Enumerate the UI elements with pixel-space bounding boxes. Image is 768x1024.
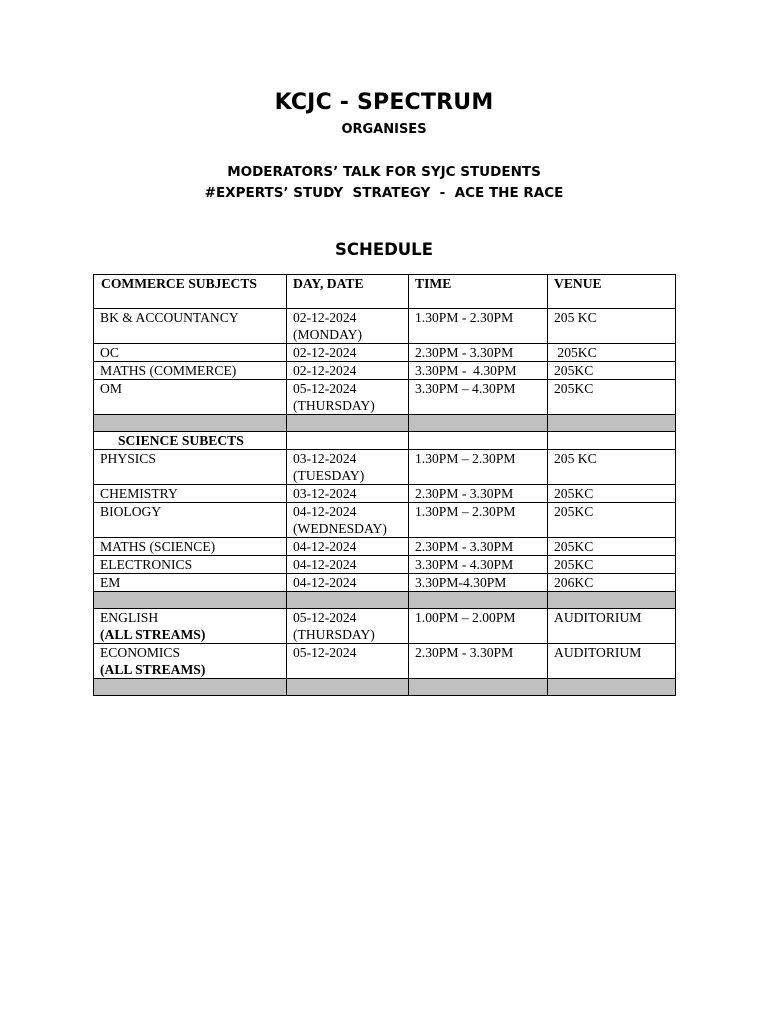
venue-cell: 205KC [548, 380, 676, 415]
table-row [94, 503, 676, 538]
date-cell [287, 362, 409, 380]
subject-cell [94, 450, 287, 485]
shaded-separator-row-cell [94, 415, 287, 432]
subject-name: BK & ACCOUNTANCY [100, 310, 239, 325]
time-cell: 3.30PM - 4.30PM [409, 362, 548, 380]
shaded-separator-row-cell [287, 679, 409, 696]
date-cell [287, 574, 409, 592]
date-cell [287, 609, 409, 644]
subject-name: OC [100, 345, 119, 360]
date-cell [287, 503, 409, 538]
day-value: (WEDNESDAY) [293, 521, 387, 536]
section-label-row [94, 432, 676, 450]
subject-name: OM [100, 381, 122, 396]
date-value: 03-12-2024 [293, 486, 357, 501]
shaded-separator-row-cell [409, 679, 548, 696]
column-header-time: TIME [409, 275, 548, 309]
day-value: (THURSDAY) [293, 627, 375, 642]
shaded-separator-row-cell [548, 592, 676, 609]
date-value: 02-12-2024 [293, 345, 357, 360]
date-value: 04-12-2024 [293, 504, 357, 519]
page-title: KCJC - SPECTRUM [274, 90, 494, 115]
subject-cell [94, 644, 287, 679]
venue-cell: 205 KC [548, 309, 676, 344]
date-cell [287, 485, 409, 503]
table-row [94, 450, 676, 485]
venue-cell: AUDITORIUM [548, 609, 676, 644]
schedule-table [93, 274, 676, 696]
section-label-empty-cell [287, 432, 409, 450]
subject-cell [94, 574, 287, 592]
subject-cell [94, 538, 287, 556]
section-label-empty-cell [409, 432, 548, 450]
shaded-separator-row [94, 679, 676, 696]
schedule-heading: SCHEDULE [335, 240, 433, 259]
shaded-separator-row-cell [409, 592, 548, 609]
section-label-empty-cell [548, 432, 676, 450]
page-subtitle: ORGANISES [341, 122, 427, 137]
column-header-venue: VENUE [548, 275, 676, 309]
date-value: 04-12-2024 [293, 557, 357, 572]
subject-name: EM [100, 575, 121, 590]
time-cell: 3.30PM-4.30PM [409, 574, 548, 592]
date-value: 02-12-2024 [293, 310, 357, 325]
venue-cell: 205KC [548, 485, 676, 503]
subject-cell [94, 503, 287, 538]
venue-cell: 206KC [548, 574, 676, 592]
subject-cell [94, 556, 287, 574]
time-cell: 2.30PM - 3.30PM [409, 344, 548, 362]
column-header-date: DAY, DATE [287, 275, 409, 309]
subject-cell [94, 362, 287, 380]
table-row [94, 609, 676, 644]
date-cell [287, 309, 409, 344]
subject-cell [94, 344, 287, 362]
date-cell [287, 644, 409, 679]
subject-name: ELECTRONICS [100, 557, 193, 572]
table-row [94, 574, 676, 592]
table-row [94, 644, 676, 679]
venue-cell: 205KC [548, 503, 676, 538]
time-cell: 1.00PM – 2.00PM [409, 609, 548, 644]
venue-cell: AUDITORIUM [548, 644, 676, 679]
subject-cell [94, 309, 287, 344]
time-cell: 3.30PM - 4.30PM [409, 556, 548, 574]
subject-name: ENGLISH [100, 610, 159, 625]
time-cell: 3.30PM – 4.30PM [409, 380, 548, 415]
table-row [94, 309, 676, 344]
shaded-separator-row-cell [409, 415, 548, 432]
time-cell: 2.30PM - 3.30PM [409, 644, 548, 679]
time-cell: 2.30PM - 3.30PM [409, 485, 548, 503]
day-value: (THURSDAY) [293, 398, 375, 413]
day-value: (MONDAY) [293, 327, 362, 342]
event-tagline: #EXPERTS’ STUDY STRATEGY - ACE THE RACE [204, 185, 564, 201]
table-row [94, 556, 676, 574]
subject-name: PHYSICS [100, 451, 156, 466]
subject-name: ECONOMICS [100, 645, 181, 660]
subject-name: BIOLOGY [100, 504, 162, 519]
shaded-separator-row-cell [94, 592, 287, 609]
shaded-separator-row [94, 415, 676, 432]
time-cell: 2.30PM - 3.30PM [409, 538, 548, 556]
table-row [94, 380, 676, 415]
shaded-separator-row-cell [548, 679, 676, 696]
subject-name: MATHS (COMMERCE) [100, 363, 237, 378]
date-value: 05-12-2024 [293, 645, 357, 660]
shaded-separator-row-cell [94, 679, 287, 696]
column-header-subject: COMMERCE SUBJECTS [94, 275, 287, 309]
date-cell [287, 450, 409, 485]
table-row [94, 538, 676, 556]
venue-cell: 205KC [548, 362, 676, 380]
subject-cell [94, 380, 287, 415]
shaded-separator-row-cell [548, 415, 676, 432]
venue-cell: 205KC [548, 556, 676, 574]
subject-note: (ALL STREAMS) [100, 627, 206, 642]
date-cell [287, 344, 409, 362]
subject-cell [94, 485, 287, 503]
day-value: (TUESDAY) [293, 468, 365, 483]
date-value: 02-12-2024 [293, 363, 357, 378]
time-cell: 1.30PM – 2.30PM [409, 450, 548, 485]
venue-cell: 205 KC [548, 450, 676, 485]
time-cell: 1.30PM - 2.30PM [409, 309, 548, 344]
shaded-separator-row-cell [287, 592, 409, 609]
venue-cell: 205KC [548, 538, 676, 556]
date-cell [287, 556, 409, 574]
table-row [94, 362, 676, 380]
date-cell [287, 380, 409, 415]
shaded-separator-row-cell [287, 415, 409, 432]
event-title: MODERATORS’ TALK FOR SYJC STUDENTS [227, 164, 541, 180]
subject-name: CHEMISTRY [100, 486, 178, 501]
date-value: 05-12-2024 [293, 381, 357, 396]
subject-name: MATHS (SCIENCE) [100, 539, 216, 554]
table-row [94, 344, 676, 362]
subject-cell [94, 609, 287, 644]
subject-note: (ALL STREAMS) [100, 662, 206, 677]
science-section-label: SCIENCE SUBECTS [94, 432, 287, 450]
date-cell [287, 538, 409, 556]
time-cell: 1.30PM – 2.30PM [409, 503, 548, 538]
date-value: 03-12-2024 [293, 451, 357, 466]
shaded-separator-row [94, 592, 676, 609]
date-value: 05-12-2024 [293, 610, 357, 625]
date-value: 04-12-2024 [293, 539, 357, 554]
date-value: 04-12-2024 [293, 575, 357, 590]
table-header-row [94, 275, 676, 309]
table-row [94, 485, 676, 503]
venue-cell: 205KC [548, 344, 676, 362]
